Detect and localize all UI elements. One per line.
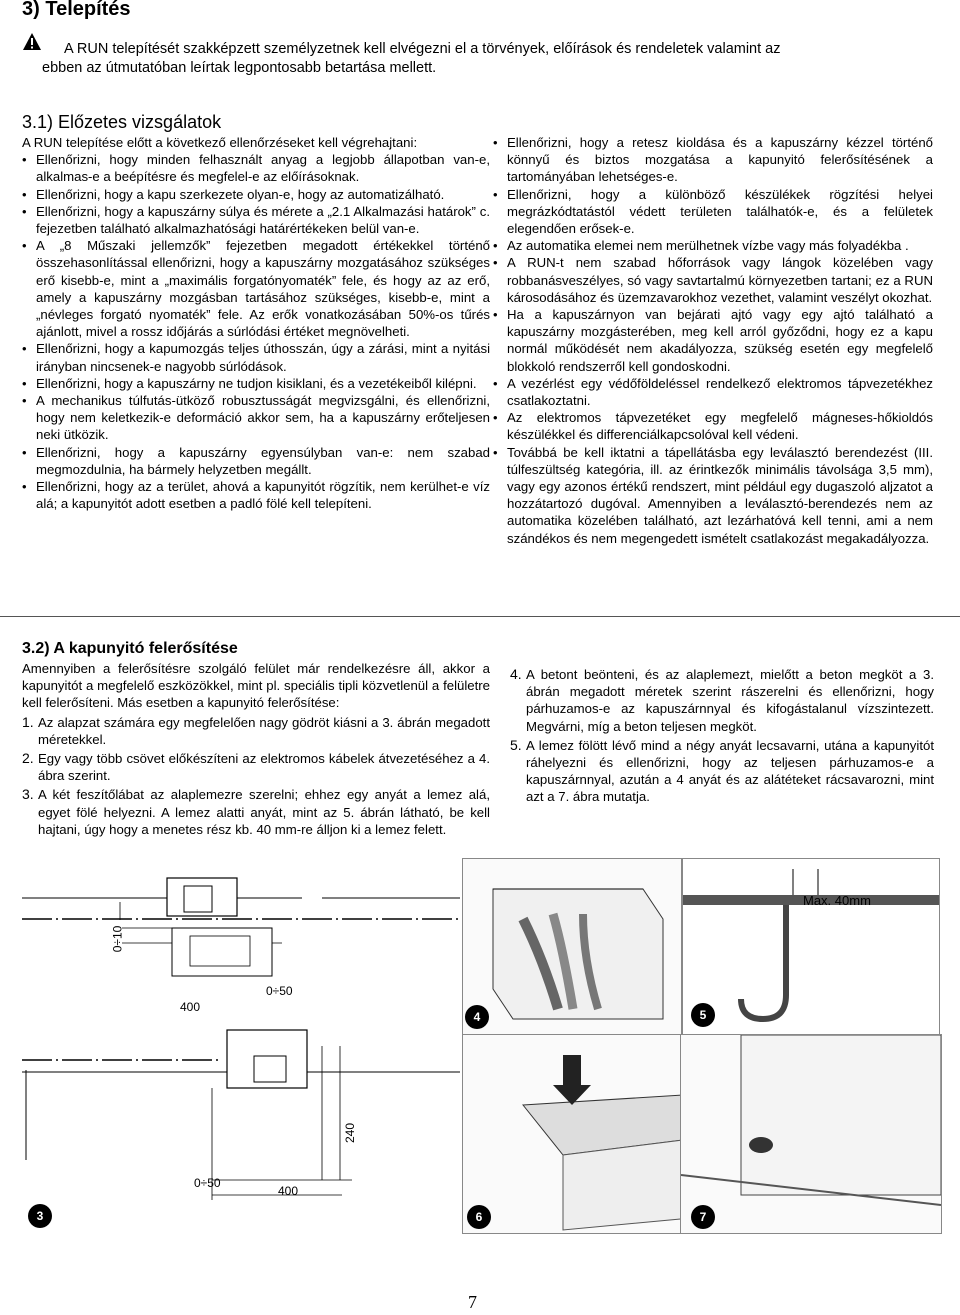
s32-right-column bbox=[510, 664, 934, 806]
s31-right-column bbox=[493, 134, 933, 547]
list-item: • Ellenőrizni, hogy a kapu szerkezete olyan-e, hogy az automatizálható. bbox=[22, 186, 490, 203]
figure-4 bbox=[462, 858, 682, 1036]
step-number: 1. bbox=[22, 713, 34, 730]
figure-4-badge: 4 bbox=[465, 1005, 489, 1029]
s32-right-steps bbox=[510, 666, 934, 806]
step-number: 2. bbox=[22, 750, 34, 767]
dim-label: 400 bbox=[278, 1184, 299, 1198]
figure-5-badge: 5 bbox=[691, 1003, 715, 1027]
figure-7-drawing bbox=[681, 1035, 941, 1233]
step-item bbox=[22, 786, 490, 838]
list-item: • Ellenőrizni, hogy a különböző készülékek rögzítési helyei megrázkódtatástól védett területen találhatók-e, és a felületek elegendően erősek-e. bbox=[493, 186, 933, 238]
list-item: • Ellenőrizni, hogy minden felhasznált anyag a legjobb állapotban van-e, alkalmas-e a beépítésre és megfelel-e az előírásoknak. bbox=[22, 151, 490, 185]
dim-label: 400 bbox=[180, 1000, 201, 1014]
step-number: 4. bbox=[510, 666, 522, 682]
divider bbox=[0, 616, 960, 617]
subsection-title-3-2: 3.2) A kapunyitó felerősítése bbox=[22, 640, 238, 657]
step-text: A két feszítőlábat az alaplemezre szerelni; ehhez egy anyát a lemez alá, egyet fölé helyezni. A lemez alatti anyát, mint az 5. ábrán látható, be kell hajtani, úgy hogy a menetes rész kb. 40 mm-re álljon ki a lemez felett. bbox=[38, 787, 490, 837]
list-item: • Ha a kapuszárnyon van bejárati ajtó vagy egy ajtó található a kapuszárny mozgásterében, meg kell arról győződni, hogy ez a kapu normál működését nem akadályozza, szükség esetén egy megfelelő blokkoló rendszerről kell gondoskodni. bbox=[493, 306, 933, 375]
list-item: • Ellenőrizni, hogy a retesz kioldása és a kapuszárny kézzel történő könnyű és biztos mozgatása a kapunyitó felerősítésének a tartományában lehetséges-e. bbox=[493, 134, 933, 186]
figure-3-drawing bbox=[22, 860, 460, 1232]
dim-label: 0÷50 bbox=[266, 984, 293, 998]
step-text: A lemez fölött lévő mind a négy anyát lecsavarni, utána a kapunyitót ráhelyezni és ellenőrizni, hogy az teljesen párhuzamos-e a kapuszárnnyal, azután a 4 anyát és az alátéteket rácsavarozni, mint azt a 7. ábra mutatja. bbox=[526, 737, 934, 805]
dim-label: 0÷10 bbox=[110, 925, 125, 953]
step-text: Egy vagy több csövet előkészíteni az elektromos kábelek átvezetéséhez a 4. ábra szerint. bbox=[38, 751, 490, 784]
step-item bbox=[22, 750, 490, 784]
list-item: • Az elektromos tápvezetéket egy megfelelő mágneses-hőkioldós készülékkel és differenciálkapcsolóval kell védeni. bbox=[493, 409, 933, 443]
step-item bbox=[510, 737, 934, 806]
s31-right-list bbox=[493, 134, 933, 547]
list-item: • Ellenőrizni, hogy a kapuszárny ne tudjon kisiklani, és a vezetékeiből kilépni. bbox=[22, 375, 490, 392]
list-item: • Ellenőrizni, hogy a kapuszárny súlya és mérete a „2.1 Alkalmazási határok” c. fejezetben található alkalmazhatósági határértékeken belül van-e. bbox=[22, 203, 490, 237]
list-item: • A vezérlést egy védőföldeléssel rendelkező elektromos tápvezetékhez csatlakoztatni. bbox=[493, 375, 933, 409]
page-number: 7 bbox=[468, 1292, 477, 1312]
figure-5 bbox=[682, 858, 940, 1036]
s31-left-list bbox=[22, 151, 490, 512]
list-item: • Továbbá be kell iktatni a tápellátásba egy leválasztó berendezést (III. túlfeszültség kategória, ill. az érintkezők minimális távolsága 3,5 mm), vagy egy azonos értékű rendszert, mint például egy dugaszoló aljzatot a hozzátartozó dugóval. Amennyiben a leválasztó-berendezés nem az automatika közelében található, azt lezárhatóvá kell tenni, ami a nem szándékos és nem megengedett ismételt csatlakozást megakadályozza. bbox=[493, 444, 933, 547]
s31-intro: A RUN telepítése előtt a következő ellenőrzéseket kell végrehajtani: bbox=[22, 135, 418, 150]
list-item: • Ellenőrizni, hogy a kapuszárny egyensúlyban van-e: nem szabad megmozdulnia, ha bármely helyzetben megállt. bbox=[22, 444, 490, 478]
list-item: • Ellenőrizni, hogy az a terület, ahová a kapunyitót rögzítik, nem kerülhet-e víz alá; a kapunyitót adott esetben a padló fölé kell telepíteni. bbox=[22, 478, 490, 512]
s32-left-column bbox=[22, 660, 490, 838]
subsection-title-3-1: 3.1) Előzetes vizsgálatok bbox=[22, 112, 222, 132]
max-label: Max. 40mm bbox=[803, 893, 871, 908]
warning-text: A RUN telepítését szakképzett személyzetnek kell elvégezni el a törvények, előírások és rendeletek valamint az ebben az útmutatóban leírtak legpontosabb betartása mellett. bbox=[42, 41, 781, 76]
step-number: 5. bbox=[510, 736, 522, 753]
figure-7-badge: 7 bbox=[691, 1205, 715, 1229]
list-item: • Az automatika elemei nem merülhetnek vízbe vagy más folyadékba . bbox=[493, 237, 933, 254]
list-item: • A „8 Műszaki jellemzők” fejezetben megadott értékekkel történő összehasonlítással ellenőrizni, hogy a kapuszárny mozgatásához szükséges erő kisebb-e, mint a „maximális forgatónyomaték” fele, és hogy az az erő, amely a kapuszárny mozgásban tartásához szükséges, kisebb-e, mint a „névleges forgató nyomaték” fele. Az erők vonatkozásában 50%-os tűrés ajánlott, mivel a rossz időjárás a súrlódási értéket megnövelheti. bbox=[22, 237, 490, 340]
s32-intro: Amennyiben a felerősítésre szolgáló felület már rendelkezésre áll, akkor a kapunyitót a megfelelő eszközökkel, mint pl. speciális tipli közvetlenül a felületre kell felerősíteni. Más esetben a kapunyitó felerősítése: bbox=[22, 661, 490, 711]
s32-left-steps bbox=[22, 714, 490, 838]
step-item bbox=[510, 666, 934, 735]
s31-left-column bbox=[22, 134, 490, 512]
list-item: • Ellenőrizni, hogy a kapumozgás teljes úthosszán, úgy a zárási, mint a nyitási irányban nincsenek-e nagyobb súrlódások. bbox=[22, 340, 490, 374]
list-item: • A mechanikus túlfutás-ütköző robusztusságát megvizsgálni, és ellenőrizni, hogy nem keletkezik-e deformáció akkor sem, ha a kapuszárny erőteljesen neki ütközik. bbox=[22, 392, 490, 444]
step-text: A betont beönteni, és az alaplemezt, mielőtt a beton megköt a 3. ábrán megadott méretek szerint rászerelni és ellenőrizni, hogy párhuzamos-e az kapuszárnnyal és kifogástalanul vízszintezett. Megvárni, míg a beton teljesen megköt. bbox=[526, 667, 934, 734]
figure-6-badge: 6 bbox=[467, 1205, 491, 1229]
step-text: Az alapzat számára egy megfelelően nagy gödröt kiásni a 3. ábrán megadott méretekkel. bbox=[38, 714, 490, 747]
warning-icon bbox=[22, 32, 42, 52]
list-item: • A RUN-t nem szabad hőforrások vagy lángok közelében vagy robbanásveszélyes, só vagy savtartalmú környezetben tartani; ez a RUN károsodásához és üzemzavarokhoz vezethet, valamint veszélyt okozhat. bbox=[493, 254, 933, 306]
dim-label: 240 bbox=[343, 1122, 358, 1144]
step-number: 3. bbox=[22, 786, 34, 803]
figure-3 bbox=[22, 860, 460, 1232]
figure-4-drawing bbox=[463, 859, 681, 1035]
figure-3-badge: 3 bbox=[28, 1204, 52, 1228]
step-item bbox=[22, 714, 490, 748]
dim-label: 0÷50 bbox=[194, 1176, 221, 1190]
figure-7 bbox=[680, 1034, 942, 1234]
section-title: 3) Telepítés bbox=[22, 0, 131, 20]
figure-5-drawing bbox=[683, 859, 939, 1035]
